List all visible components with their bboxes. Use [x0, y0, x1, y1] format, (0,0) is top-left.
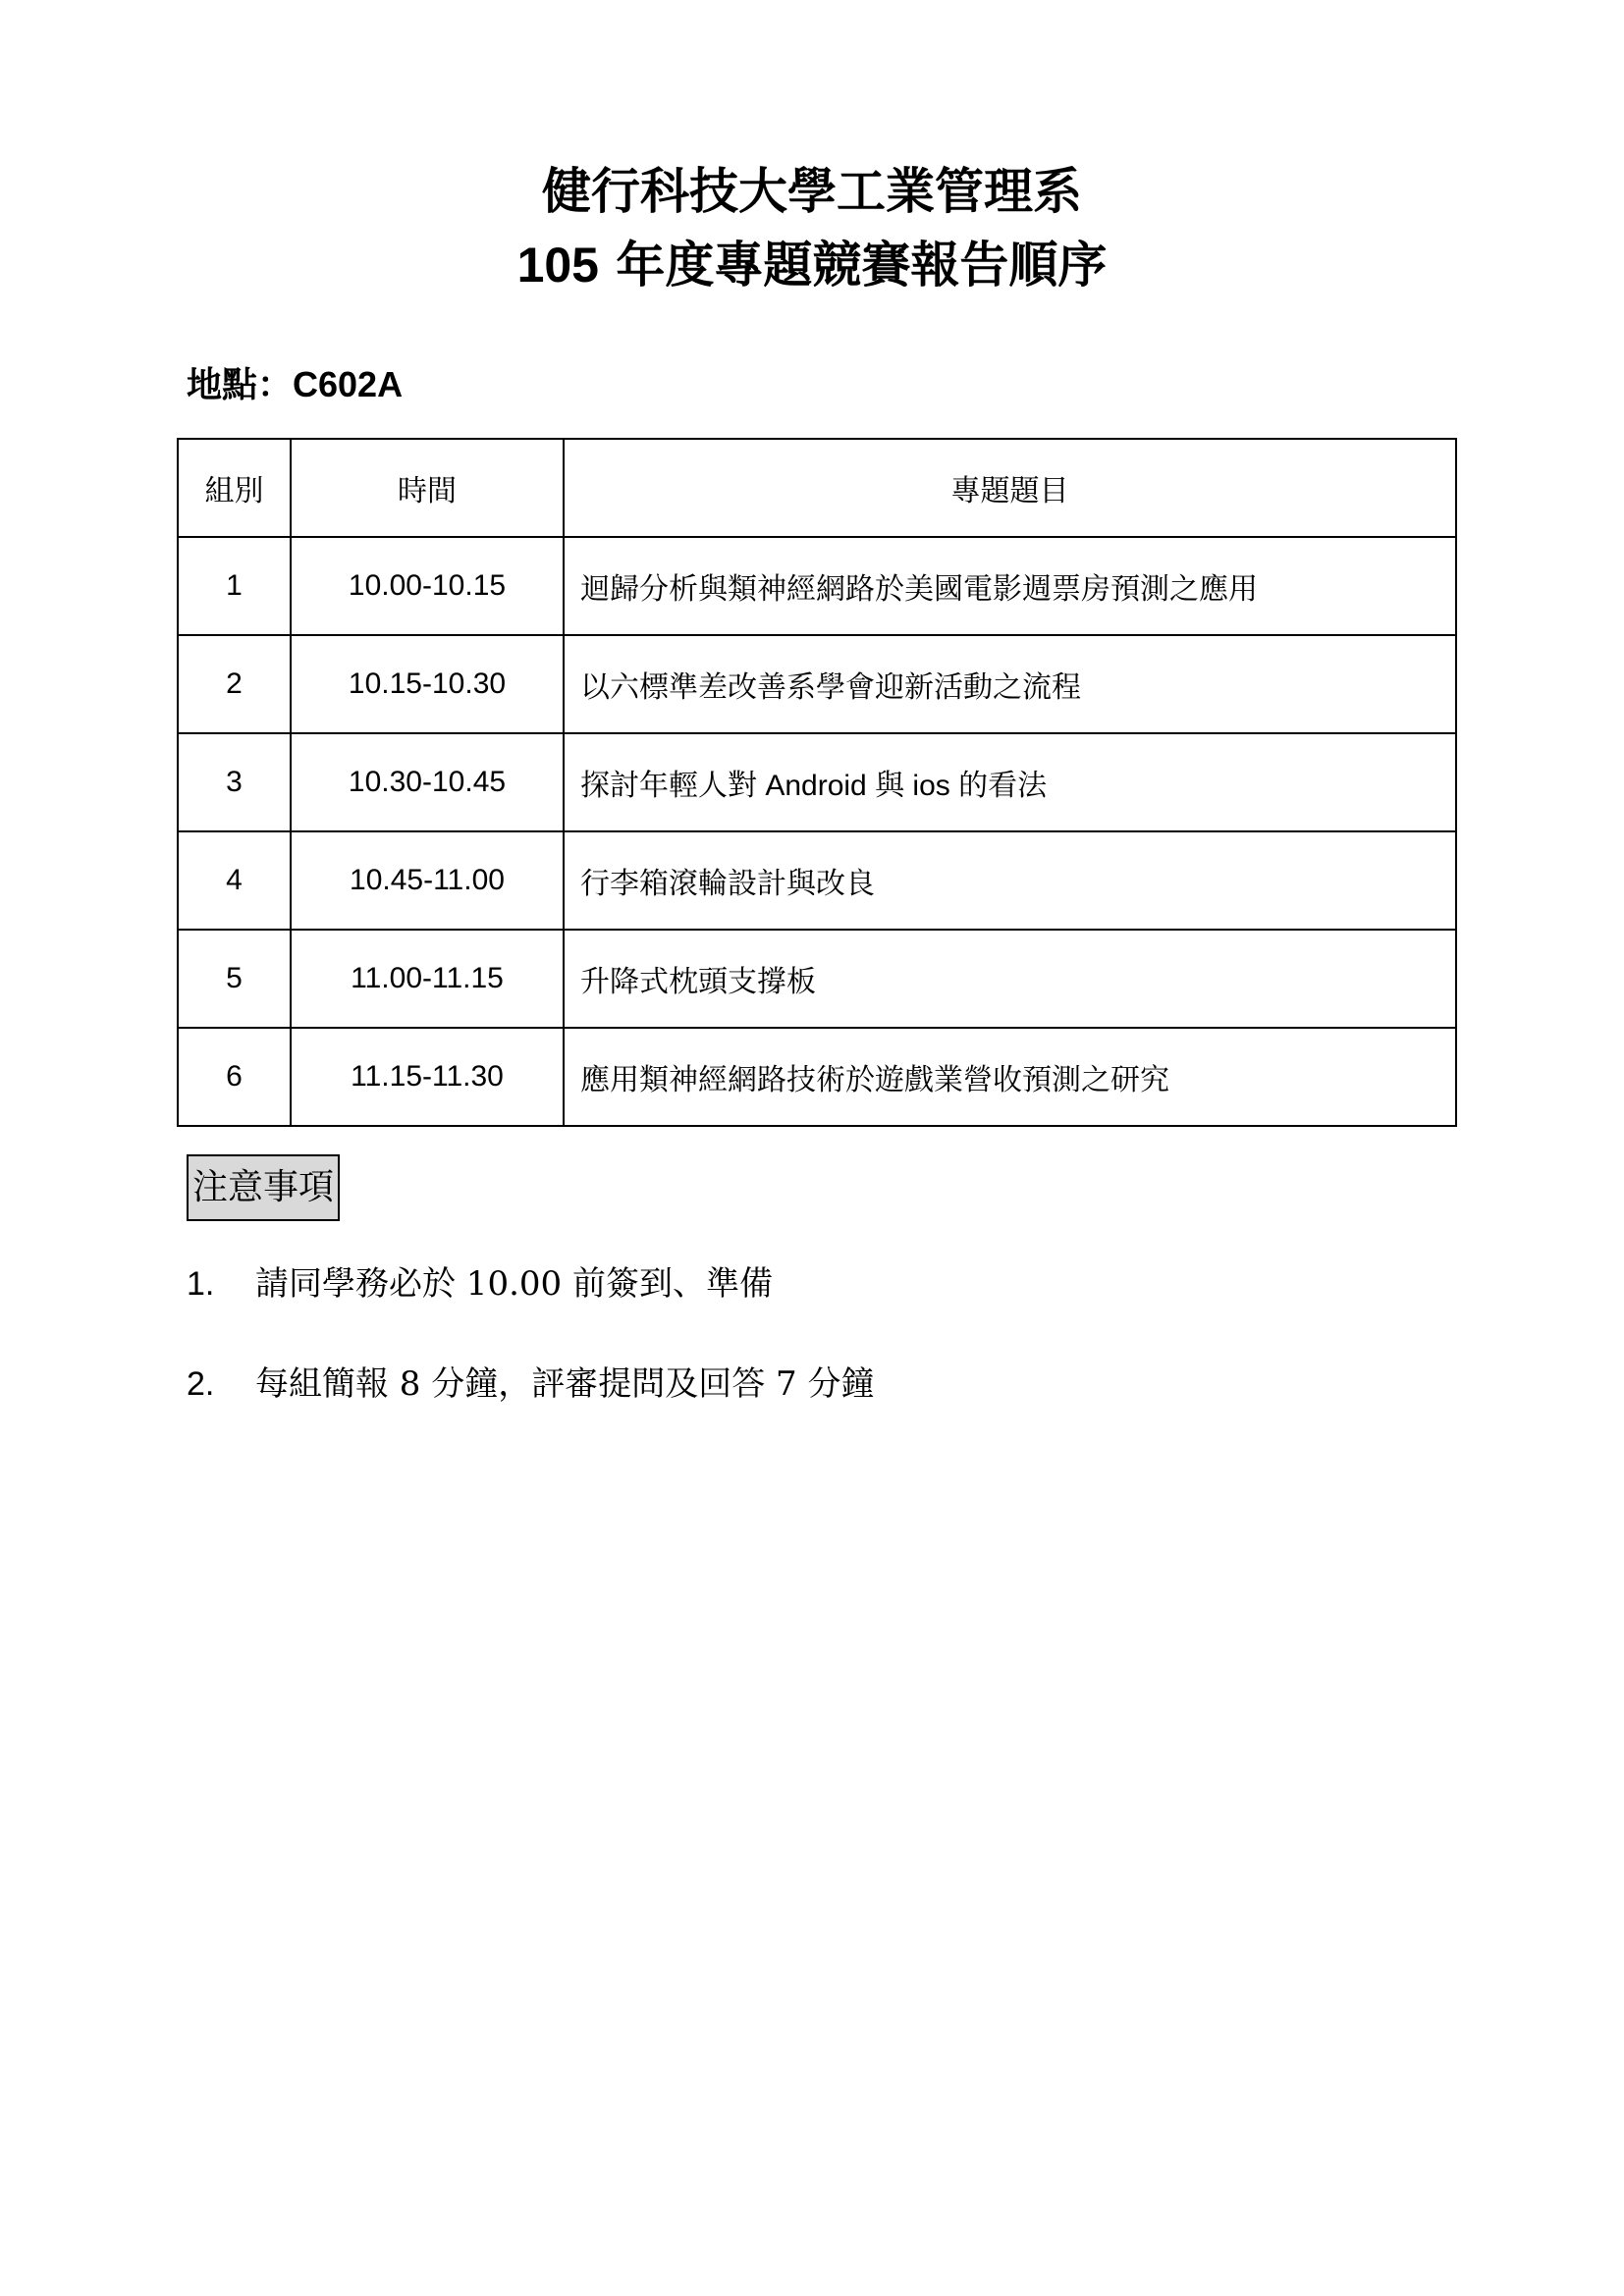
location-value: C602A	[293, 364, 404, 404]
cell-group: 4	[178, 831, 291, 930]
note-item	[187, 1262, 773, 1306]
cell-topic: 應用類神經網路技術於遊戲業營收預測之研究	[564, 1028, 1456, 1126]
cell-topic: 迴歸分析與類神經網路於美國電影週票房預測之應用	[564, 537, 1456, 635]
location-label: 地點：	[187, 365, 294, 405]
cell-time: 10.15-10.30	[291, 635, 564, 733]
cell-topic: 以六標準差改善系學會迎新活動之流程	[564, 635, 1456, 733]
cell-topic: 行李箱滾輪設計與改良	[564, 831, 1456, 930]
subtitle-year: 105	[516, 238, 599, 293]
table-row	[178, 1028, 1456, 1126]
table-row	[178, 831, 1456, 930]
header-topic: 專題題目	[564, 439, 1456, 537]
note-text: 每組簡報 8 分鐘，評審提問及回答 7 分鐘	[255, 1364, 875, 1404]
cell-topic: 升降式枕頭支撐板	[564, 930, 1456, 1028]
cell-group: 6	[178, 1028, 291, 1126]
subtitle-text: 年度專題競賽報告順序	[599, 236, 1108, 294]
table-row	[178, 733, 1456, 831]
cell-group: 1	[178, 537, 291, 635]
cell-topic: 探討年輕人對 Android 與 ios 的看法	[564, 733, 1456, 831]
table-row	[178, 537, 1456, 635]
note-text: 請同學務必於 10.00 前簽到、準備	[255, 1264, 773, 1304]
note-number: 2.	[187, 1365, 215, 1403]
header-group: 組別	[178, 439, 291, 537]
cell-group: 2	[178, 635, 291, 733]
cell-time: 11.00-11.15	[291, 930, 564, 1028]
cell-time: 10.00-10.15	[291, 537, 564, 635]
header-time: 時間	[291, 439, 564, 537]
document-title: 健行科技大學工業管理系	[542, 162, 1082, 220]
cell-group: 3	[178, 733, 291, 831]
notes-heading: 注意事項	[187, 1154, 340, 1221]
table-header-row	[178, 439, 1456, 537]
note-number: 1.	[187, 1265, 215, 1303]
table-row	[178, 635, 1456, 733]
note-item	[187, 1362, 875, 1406]
table-row	[178, 930, 1456, 1028]
location-line	[187, 363, 403, 407]
cell-group: 5	[178, 930, 291, 1028]
cell-time: 10.30-10.45	[291, 733, 564, 831]
cell-time: 11.15-11.30	[291, 1028, 564, 1126]
cell-time: 10.45-11.00	[291, 831, 564, 930]
schedule-table	[177, 438, 1457, 1127]
document-subtitle	[0, 236, 1624, 294]
